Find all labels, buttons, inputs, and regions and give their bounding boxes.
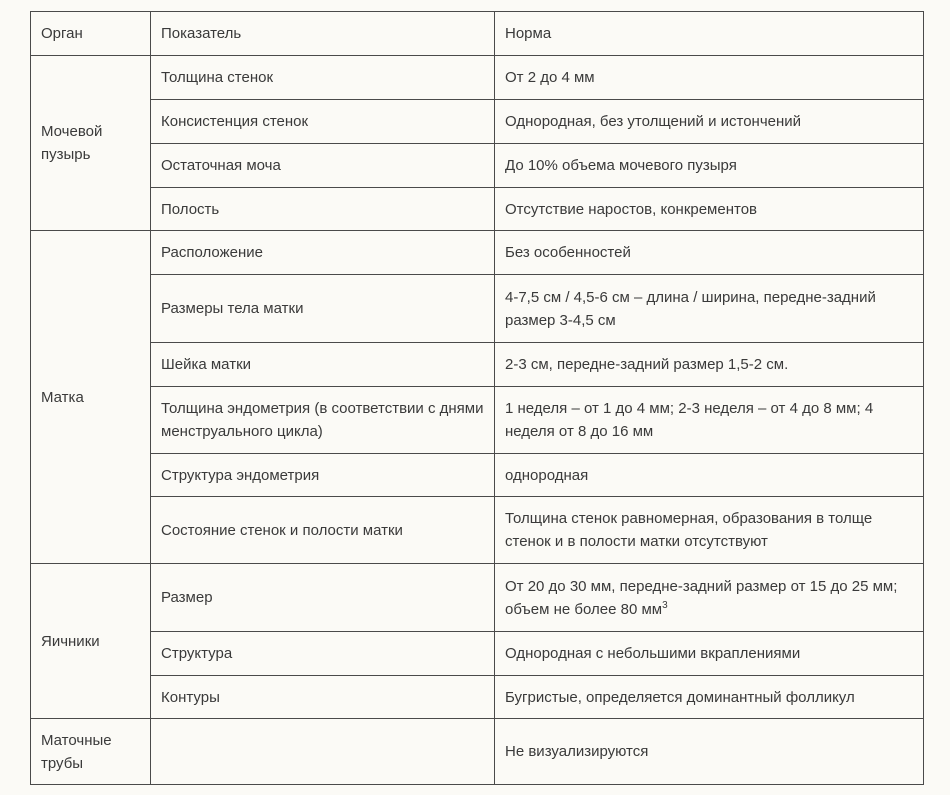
table-row bbox=[31, 56, 924, 100]
norm-text: 1 неделя – от 1 до 4 мм; 2-3 неделя – от 4 до 8 мм; 4 неделя от 8 до 16 мм bbox=[505, 400, 874, 440]
table-row bbox=[31, 144, 924, 188]
parameter-cell bbox=[151, 719, 495, 785]
table-row bbox=[31, 676, 924, 719]
parameter-cell: Расположение bbox=[151, 231, 495, 275]
norm-cell bbox=[495, 497, 924, 564]
norm-text: До 10% объема мочевого пузыря bbox=[505, 157, 737, 174]
parameter-cell: Структура bbox=[151, 632, 495, 676]
table-row bbox=[31, 188, 924, 231]
parameter-cell: Размер bbox=[151, 564, 495, 632]
table-row bbox=[31, 343, 924, 387]
table-row bbox=[31, 497, 924, 564]
organ-label: Мочевой пузырь bbox=[41, 123, 103, 163]
organ-cell bbox=[31, 56, 151, 231]
table-row bbox=[31, 275, 924, 343]
table-row bbox=[31, 632, 924, 676]
norm-text: Без особенностей bbox=[505, 244, 631, 261]
parameter-cell: Структура эндометрия bbox=[151, 454, 495, 497]
organ-norms-table bbox=[30, 11, 924, 785]
table-row bbox=[31, 454, 924, 497]
header-parameter: Показатель bbox=[151, 12, 495, 56]
norm-cell bbox=[495, 343, 924, 387]
parameter-cell: Контуры bbox=[151, 676, 495, 719]
table-row bbox=[31, 231, 924, 275]
parameter-cell: Полость bbox=[151, 188, 495, 231]
norm-text: Однородная с небольшими вкраплениями bbox=[505, 645, 801, 662]
parameter-cell: Остаточная моча bbox=[151, 144, 495, 188]
norm-text: однородная bbox=[505, 466, 589, 484]
table-row bbox=[31, 100, 924, 144]
organ-label: Яичники bbox=[41, 632, 100, 650]
norm-cell bbox=[495, 632, 924, 676]
norm-text: От 2 до 4 мм bbox=[505, 69, 595, 86]
parameter-cell: Состояние стенок и полости матки bbox=[151, 497, 495, 564]
parameter-cell: Размеры тела матки bbox=[151, 275, 495, 343]
header-organ: Орган bbox=[31, 12, 151, 56]
norm-text: Толщина стенок равномерная, образования в толще стенок и в полости матки отсутствуют bbox=[505, 510, 873, 550]
parameter-cell: Консистенция стенок bbox=[151, 100, 495, 144]
header-norm: Норма bbox=[495, 12, 924, 56]
norm-text: 2-3 см, передне-задний размер 1,5-2 см. bbox=[505, 356, 789, 373]
norm-cell bbox=[495, 387, 924, 454]
norm-cell bbox=[495, 56, 924, 100]
norm-cell bbox=[495, 719, 924, 785]
table-header-row bbox=[31, 12, 924, 56]
organ-label: Маточные трубы bbox=[41, 731, 112, 772]
parameter-cell: Шейка матки bbox=[151, 343, 495, 387]
organ-cell bbox=[31, 231, 151, 564]
organ-cell bbox=[31, 719, 151, 785]
norm-cell bbox=[495, 144, 924, 188]
table-row bbox=[31, 387, 924, 454]
parameter-cell: Толщина эндометрия (в соответствии с днями менструального цикла) bbox=[151, 387, 495, 454]
norm-cell bbox=[495, 454, 924, 497]
norm-superscript: 3 bbox=[662, 599, 668, 611]
norm-cell bbox=[495, 231, 924, 275]
norm-text: Не визуализируются bbox=[505, 743, 649, 760]
organ-label: Матка bbox=[41, 388, 84, 406]
norm-text: 4-7,5 см / 4,5-6 см – длина / ширина, передне-задний размер 3-4,5 см bbox=[505, 288, 876, 329]
norm-text: Однородная, без утолщений и истончений bbox=[505, 113, 802, 130]
table-row bbox=[31, 564, 924, 632]
norm-cell bbox=[495, 188, 924, 231]
table-row bbox=[31, 719, 924, 785]
organ-cell bbox=[31, 564, 151, 719]
norm-text: Бугристые, определяется доминантный фолликул bbox=[505, 688, 855, 706]
norm-text: Отсутствие наростов, конкрементов bbox=[505, 200, 758, 218]
norm-text: От 20 до 30 мм, передне-задний размер от 15 до 25 мм; объем не более 80 мм bbox=[505, 577, 898, 618]
norm-cell bbox=[495, 564, 924, 632]
norm-cell bbox=[495, 275, 924, 343]
norm-cell bbox=[495, 676, 924, 719]
parameter-cell: Толщина стенок bbox=[151, 56, 495, 100]
norm-cell bbox=[495, 100, 924, 144]
